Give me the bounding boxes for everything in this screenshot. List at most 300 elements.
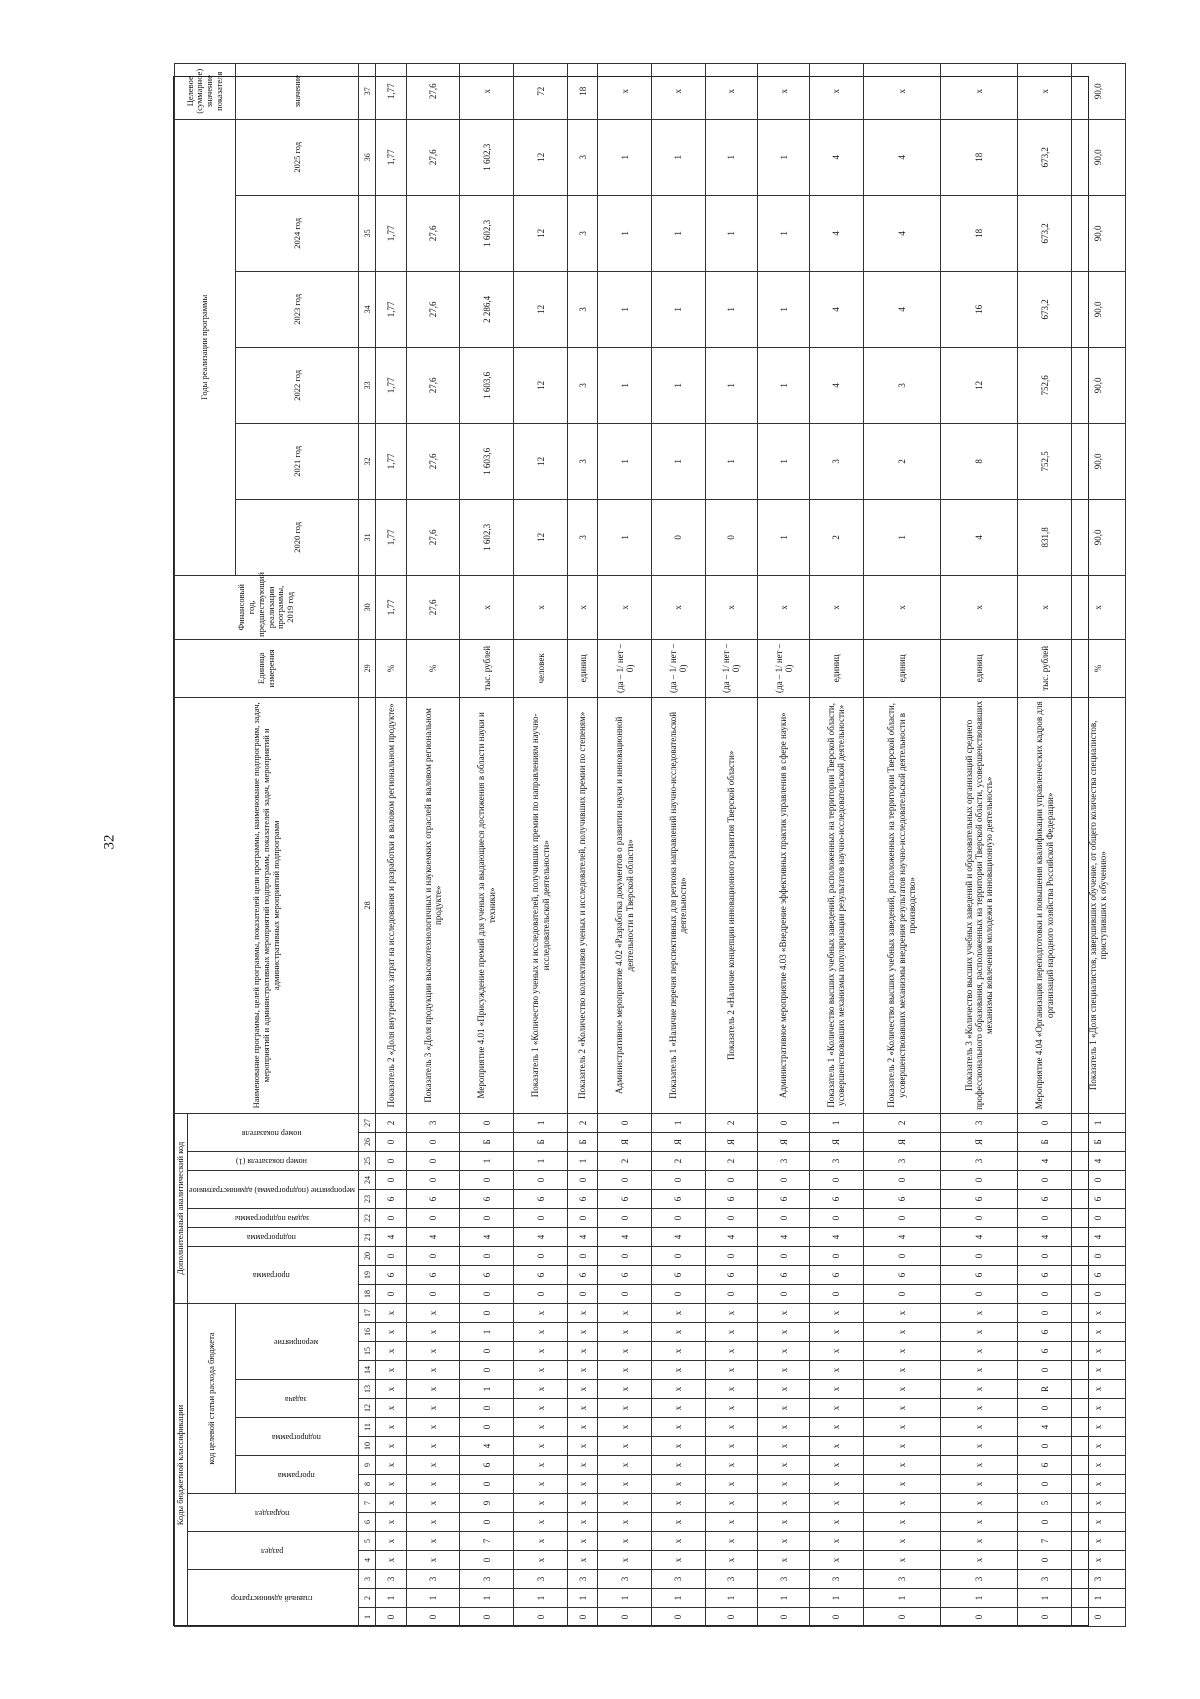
code-cell: 0 xyxy=(651,1170,705,1189)
code-cell: x xyxy=(757,1551,809,1570)
year-value-cell: 90,0 xyxy=(1072,271,1126,347)
year-value-cell: 90,0 xyxy=(1072,499,1126,575)
code-cell: 2 xyxy=(863,1113,940,1132)
code-cell: x xyxy=(598,1475,652,1494)
code-cell: 0 xyxy=(757,1170,809,1189)
code-cell: 6 xyxy=(567,1189,597,1208)
code-cell: x xyxy=(757,1418,809,1437)
code-cell: 6 xyxy=(941,1265,1018,1284)
page-number: 32 xyxy=(101,834,118,850)
code-cell: 0 xyxy=(757,1208,809,1227)
code-cell: x xyxy=(598,1551,652,1570)
target-value-cell: x xyxy=(810,63,864,119)
code-cell: 4 xyxy=(810,1227,864,1246)
code-cell: 4 xyxy=(514,1227,568,1246)
unit-cell: % xyxy=(376,639,406,697)
code-cell: Я xyxy=(757,1132,809,1151)
year-value-cell: 1 xyxy=(757,499,809,575)
code-cell: 0 xyxy=(514,1608,568,1627)
code-cell: 1 xyxy=(810,1113,864,1132)
year-value-cell: 1 xyxy=(651,347,705,423)
year-value-cell: 673,2 xyxy=(1018,119,1072,195)
table-row xyxy=(460,63,514,1626)
code-cell: 6 xyxy=(460,1265,514,1284)
code-cell: 3 xyxy=(810,1570,864,1589)
code-cell: 4 xyxy=(651,1227,705,1246)
code-cell: x xyxy=(376,1380,406,1399)
code-cell: 0 xyxy=(810,1170,864,1189)
code-cell: x xyxy=(598,1494,652,1513)
code-cell: x xyxy=(376,1303,406,1322)
code-cell: 3 xyxy=(460,1570,514,1589)
code-cell: x xyxy=(1072,1323,1126,1342)
year-value-cell: 1 xyxy=(651,119,705,195)
code-cell: 0 xyxy=(651,1246,705,1265)
indicator-name-cell: Показатель 2 «Количество коллективов ученых и исследователей, получивших премии по степеням» xyxy=(567,697,597,1113)
task-header: задача xyxy=(236,1380,359,1418)
target-group-header: Целевое (суммарное) значение показателя xyxy=(175,63,236,119)
indicator-number-header: номер показателя xyxy=(187,1113,359,1151)
code-cell: x xyxy=(567,1323,597,1342)
code-cell: 0 xyxy=(567,1608,597,1627)
code-cell: 4 xyxy=(598,1227,652,1246)
code-cell: x xyxy=(1072,1532,1126,1551)
column-number: 25 xyxy=(359,1151,376,1170)
code-cell: 2 xyxy=(376,1113,406,1132)
code-cell: 1 xyxy=(941,1589,1018,1608)
year-value-cell: 1 xyxy=(598,499,652,575)
code-cell: x xyxy=(651,1303,705,1322)
target-value-cell: x xyxy=(941,63,1018,119)
event-header: мероприятие xyxy=(236,1303,359,1379)
indicator-name-cell: Показатель 2 «Доля внутренних затрат на исследования и разработки в валовом региональном продукте» xyxy=(376,697,406,1113)
code-cell: 5 xyxy=(1018,1494,1072,1513)
code-cell: x xyxy=(810,1494,864,1513)
target-value-header: значение xyxy=(236,63,359,119)
fin-year-cell: x xyxy=(863,575,940,639)
code-cell: x xyxy=(705,1418,757,1437)
code-cell: 0 xyxy=(460,1608,514,1627)
code-cell: 6 xyxy=(810,1265,864,1284)
unit-cell: (да – 1/ нет – 0) xyxy=(705,639,757,697)
code-cell: 0 xyxy=(1018,1513,1072,1532)
code-cell: x xyxy=(1072,1303,1126,1322)
year-value-cell: 2 xyxy=(863,423,940,499)
code-cell: 6 xyxy=(376,1265,406,1284)
code-cell: x xyxy=(567,1513,597,1532)
year-value-cell: 1,77 xyxy=(376,347,406,423)
code-cell: x xyxy=(376,1475,406,1494)
code-cell: x xyxy=(941,1303,1018,1322)
fin-year-cell: x xyxy=(941,575,1018,639)
analytic-code-header: Дополнительный аналитический код xyxy=(175,1113,188,1303)
code-cell: 1 xyxy=(460,1151,514,1170)
year-2023-header: 2023 год xyxy=(236,271,359,347)
code-cell: 0 xyxy=(567,1284,597,1303)
unit-cell: (да – 1/ нет – 0) xyxy=(651,639,705,697)
code-cell: 0 xyxy=(651,1284,705,1303)
year-value-cell: 12 xyxy=(941,347,1018,423)
year-2020-header: 2020 год xyxy=(236,499,359,575)
year-value-cell: 18 xyxy=(941,119,1018,195)
code-cell: x xyxy=(757,1342,809,1361)
code-cell: 6 xyxy=(705,1265,757,1284)
code-cell: 0 xyxy=(1072,1284,1126,1303)
column-number: 33 xyxy=(359,347,376,423)
year-value-cell: 831,8 xyxy=(1018,499,1072,575)
code-cell: x xyxy=(514,1551,568,1570)
table-row xyxy=(406,63,460,1626)
code-cell: x xyxy=(406,1342,460,1361)
code-cell: x xyxy=(941,1513,1018,1532)
code-cell: x xyxy=(863,1418,940,1437)
target-value-cell: x xyxy=(598,63,652,119)
year-value-cell: 4 xyxy=(863,195,940,271)
code-cell: x xyxy=(705,1437,757,1456)
code-cell: 3 xyxy=(941,1113,1018,1132)
year-2025-header: 2025 год xyxy=(236,119,359,195)
fin-year-cell: x xyxy=(514,575,568,639)
code-cell: 0 xyxy=(514,1246,568,1265)
table-row xyxy=(514,63,568,1626)
code-cell: x xyxy=(705,1532,757,1551)
code-cell: 0 xyxy=(460,1475,514,1494)
unit-cell: единиц xyxy=(941,639,1018,697)
year-value-cell: 1 xyxy=(651,271,705,347)
target-value-cell: 1,77 xyxy=(376,63,406,119)
code-cell: 4 xyxy=(1018,1227,1072,1246)
code-cell: 0 xyxy=(406,1151,460,1170)
fin-year-cell: x xyxy=(598,575,652,639)
code-cell: 0 xyxy=(705,1246,757,1265)
code-cell: x xyxy=(1072,1342,1126,1361)
code-cell: 4 xyxy=(1018,1418,1072,1437)
code-cell: 0 xyxy=(863,1284,940,1303)
year-value-cell: 1 xyxy=(598,347,652,423)
code-cell: x xyxy=(651,1418,705,1437)
fin-year-cell: 1,77 xyxy=(376,575,406,639)
code-cell: x xyxy=(406,1513,460,1532)
table-row xyxy=(941,63,1018,1626)
code-cell: x xyxy=(598,1418,652,1437)
code-cell: 1 xyxy=(514,1151,568,1170)
code-cell: x xyxy=(376,1494,406,1513)
year-value-cell: 1 xyxy=(598,271,652,347)
column-number: 16 xyxy=(359,1323,376,1342)
code-cell: 3 xyxy=(863,1570,940,1589)
code-cell: 0 xyxy=(1018,1113,1072,1132)
table-row xyxy=(705,63,757,1626)
code-cell: 6 xyxy=(1018,1189,1072,1208)
code-cell: 0 xyxy=(460,1246,514,1265)
code-cell: x xyxy=(810,1323,864,1342)
indicator-name-cell: Показатель 2 «Наличие концепции инновационного развития Тверской области» xyxy=(705,697,757,1113)
code-cell: x xyxy=(406,1532,460,1551)
code-cell: 1 xyxy=(757,1589,809,1608)
fin-year-cell: x xyxy=(460,575,514,639)
column-number: 9 xyxy=(359,1456,376,1475)
year-value-cell: 1 xyxy=(757,119,809,195)
code-cell: 0 xyxy=(941,1284,1018,1303)
indicator-name-cell: Административное мероприятие 4.03 «Внедрение эффективных практик управления в сфере науки» xyxy=(757,697,809,1113)
year-value-cell: 90,0 xyxy=(1072,119,1126,195)
column-number: 2 xyxy=(359,1589,376,1608)
code-cell: x xyxy=(651,1494,705,1513)
code-cell: 0 xyxy=(376,1151,406,1170)
subprogram-header: подпрограмма xyxy=(236,1418,359,1456)
column-number: 7 xyxy=(359,1494,376,1513)
program-part-header: программа xyxy=(187,1246,359,1303)
code-cell: x xyxy=(514,1418,568,1437)
table-row xyxy=(1018,63,1072,1626)
code-cell: 0 xyxy=(514,1170,568,1189)
unit-header: Единица измерения xyxy=(175,639,359,697)
code-cell: x xyxy=(651,1380,705,1399)
code-cell: x xyxy=(863,1437,940,1456)
code-cell: Я xyxy=(863,1132,940,1151)
code-cell: x xyxy=(863,1380,940,1399)
year-value-cell: 752,5 xyxy=(1018,423,1072,499)
code-cell: x xyxy=(757,1323,809,1342)
code-cell: 0 xyxy=(1018,1399,1072,1418)
year-value-cell: 3 xyxy=(567,423,597,499)
code-cell: x xyxy=(406,1475,460,1494)
code-cell: x xyxy=(705,1475,757,1494)
year-value-cell: 1 xyxy=(705,195,757,271)
task-subprogram-header: задача подпрограммы xyxy=(187,1208,359,1227)
year-value-cell: 3 xyxy=(567,119,597,195)
column-number: 1 xyxy=(359,1608,376,1627)
year-value-cell: 1 603,6 xyxy=(460,423,514,499)
code-cell: x xyxy=(567,1437,597,1456)
code-cell: 6 xyxy=(1072,1265,1126,1284)
program-indicators-table-frame xyxy=(173,68,1109,1626)
year-value-cell: 27,6 xyxy=(406,499,460,575)
code-cell: 0 xyxy=(1072,1608,1126,1627)
year-value-cell: 4 xyxy=(810,271,864,347)
program-header: программа xyxy=(236,1456,359,1494)
code-cell: x xyxy=(1072,1380,1126,1399)
code-cell: 1 xyxy=(406,1589,460,1608)
code-cell: 0 xyxy=(406,1170,460,1189)
code-cell: 0 xyxy=(1018,1437,1072,1456)
column-number: 12 xyxy=(359,1399,376,1418)
code-cell: 3 xyxy=(757,1570,809,1589)
year-value-cell: 1 xyxy=(705,423,757,499)
code-cell: 1 xyxy=(567,1589,597,1608)
target-value-cell: x xyxy=(863,63,940,119)
target-value-cell: x xyxy=(1018,63,1072,119)
code-cell: x xyxy=(651,1532,705,1551)
code-cell: x xyxy=(406,1456,460,1475)
section-header: раздел xyxy=(187,1532,359,1570)
year-value-cell: 4 xyxy=(810,119,864,195)
code-cell: x xyxy=(567,1361,597,1380)
code-cell: x xyxy=(810,1532,864,1551)
code-cell: x xyxy=(941,1551,1018,1570)
table-row xyxy=(598,63,652,1626)
year-value-cell: 12 xyxy=(514,499,568,575)
code-cell: x xyxy=(598,1303,652,1322)
code-cell: x xyxy=(567,1494,597,1513)
code-cell: 4 xyxy=(1018,1151,1072,1170)
code-cell: 3 xyxy=(757,1151,809,1170)
code-cell: 0 xyxy=(406,1284,460,1303)
year-value-cell: 1 xyxy=(598,119,652,195)
code-cell: 3 xyxy=(651,1570,705,1589)
code-cell: x xyxy=(1072,1418,1126,1437)
year-value-cell: 1,77 xyxy=(376,271,406,347)
code-cell: x xyxy=(514,1532,568,1551)
event-part-header: мероприятие (подпрограмма) административное xyxy=(187,1170,359,1208)
code-cell: 6 xyxy=(863,1189,940,1208)
code-cell: x xyxy=(863,1342,940,1361)
code-cell: 1 xyxy=(1018,1589,1072,1608)
column-number: 20 xyxy=(359,1246,376,1265)
year-value-cell: 18 xyxy=(941,195,1018,271)
code-cell: x xyxy=(651,1551,705,1570)
code-cell: 0 xyxy=(598,1113,652,1132)
year-value-cell: 1 xyxy=(757,195,809,271)
code-cell: x xyxy=(810,1456,864,1475)
code-cell: x xyxy=(1072,1513,1126,1532)
code-cell: x xyxy=(863,1456,940,1475)
code-cell: x xyxy=(567,1399,597,1418)
code-cell: 6 xyxy=(705,1189,757,1208)
code-cell: 0 xyxy=(460,1113,514,1132)
year-value-cell: 1 xyxy=(705,119,757,195)
column-number: 30 xyxy=(359,575,376,639)
code-cell: x xyxy=(757,1303,809,1322)
code-cell: x xyxy=(1072,1437,1126,1456)
code-cell: 3 xyxy=(1018,1570,1072,1589)
code-cell: 0 xyxy=(406,1608,460,1627)
subprogram-part-header: подпрограмма xyxy=(187,1227,359,1246)
code-cell: x xyxy=(567,1380,597,1399)
code-cell: 0 xyxy=(376,1170,406,1189)
code-cell: 0 xyxy=(460,1513,514,1532)
code-cell: Я xyxy=(810,1132,864,1151)
year-value-cell: 0 xyxy=(651,499,705,575)
code-cell: 0 xyxy=(460,1399,514,1418)
code-cell: x xyxy=(598,1437,652,1456)
code-cell: x xyxy=(651,1456,705,1475)
code-cell: 4 xyxy=(406,1227,460,1246)
indicator-name-cell: Показатель 3 «Доля продукции высокотехнологичных и наукоемких отраслей в валовом региональном продукте» xyxy=(406,697,460,1113)
column-number: 19 xyxy=(359,1265,376,1284)
code-cell: x xyxy=(863,1513,940,1532)
year-value-cell: 2 xyxy=(810,499,864,575)
code-cell: x xyxy=(567,1303,597,1322)
code-cell: 6 xyxy=(810,1189,864,1208)
code-cell: 0 xyxy=(1018,1208,1072,1227)
code-cell: 0 xyxy=(598,1246,652,1265)
code-cell: 0 xyxy=(810,1246,864,1265)
code-cell: x xyxy=(757,1437,809,1456)
code-cell: x xyxy=(941,1361,1018,1380)
unit-cell: единиц xyxy=(863,639,940,697)
code-cell: 0 xyxy=(863,1208,940,1227)
code-cell: x xyxy=(705,1323,757,1342)
code-cell: 6 xyxy=(863,1265,940,1284)
code-cell: 7 xyxy=(460,1532,514,1551)
column-number: 13 xyxy=(359,1380,376,1399)
indicator-name-cell: Мероприятие 4.04 «Организация переподготовки и повышения квалификации управленческих кадров для организаций народного хозяйства Российской Федерации» xyxy=(1018,697,1072,1113)
code-cell: 3 xyxy=(406,1113,460,1132)
code-cell: 0 xyxy=(567,1246,597,1265)
code-cell: 6 xyxy=(460,1456,514,1475)
code-cell: x xyxy=(810,1418,864,1437)
code-cell: 9 xyxy=(460,1494,514,1513)
code-cell: 4 xyxy=(460,1437,514,1456)
unit-cell: % xyxy=(1072,639,1126,697)
code-cell: 4 xyxy=(567,1227,597,1246)
code-cell: x xyxy=(567,1418,597,1437)
year-value-cell: 3 xyxy=(810,423,864,499)
code-cell: 3 xyxy=(406,1570,460,1589)
code-cell: 1 xyxy=(651,1589,705,1608)
year-value-cell: 27,6 xyxy=(406,119,460,195)
code-cell: x xyxy=(810,1513,864,1532)
code-cell: x xyxy=(810,1437,864,1456)
column-number: 4 xyxy=(359,1551,376,1570)
year-value-cell: 4 xyxy=(863,271,940,347)
admin-code-header: главный администратор xyxy=(187,1570,359,1627)
code-cell: 2 xyxy=(705,1151,757,1170)
code-cell: 0 xyxy=(863,1246,940,1265)
code-cell: x xyxy=(863,1475,940,1494)
code-cell: 0 xyxy=(863,1608,940,1627)
year-value-cell: 12 xyxy=(514,271,568,347)
year-value-cell: 27,6 xyxy=(406,423,460,499)
code-cell: x xyxy=(863,1303,940,1322)
code-cell: x xyxy=(376,1513,406,1532)
year-value-cell: 4 xyxy=(810,195,864,271)
code-cell: 6 xyxy=(757,1265,809,1284)
code-cell: x xyxy=(810,1551,864,1570)
code-cell: x xyxy=(376,1399,406,1418)
unit-cell: (да – 1/ нет – 0) xyxy=(598,639,652,697)
code-cell: 0 xyxy=(651,1208,705,1227)
fin-year-cell: x xyxy=(757,575,809,639)
code-cell: 6 xyxy=(460,1189,514,1208)
indicator-name-cell: Показатель 1 «Наличие перечня перспективных для региона направлений научно-исследовательской деятельности» xyxy=(651,697,705,1113)
code-cell: 3 xyxy=(1072,1570,1126,1589)
code-cell: 1 xyxy=(460,1589,514,1608)
code-cell: 0 xyxy=(460,1303,514,1322)
code-cell: x xyxy=(598,1342,652,1361)
code-cell: R xyxy=(1018,1380,1072,1399)
code-cell: x xyxy=(810,1303,864,1322)
code-cell: 6 xyxy=(1018,1342,1072,1361)
code-cell: 6 xyxy=(651,1189,705,1208)
code-cell: 6 xyxy=(1018,1265,1072,1284)
code-cell: x xyxy=(941,1399,1018,1418)
code-cell: x xyxy=(705,1513,757,1532)
code-cell: x xyxy=(705,1303,757,1322)
code-cell: 0 xyxy=(376,1284,406,1303)
column-number: 31 xyxy=(359,499,376,575)
code-cell: 0 xyxy=(514,1284,568,1303)
year-value-cell: 3 xyxy=(567,195,597,271)
code-cell: x xyxy=(376,1437,406,1456)
fin-year-cell: x xyxy=(810,575,864,639)
year-value-cell: 1,77 xyxy=(376,195,406,271)
code-cell: 1 xyxy=(460,1323,514,1342)
code-cell: 1 xyxy=(598,1589,652,1608)
code-cell: 0 xyxy=(705,1170,757,1189)
code-cell: Я xyxy=(705,1132,757,1151)
